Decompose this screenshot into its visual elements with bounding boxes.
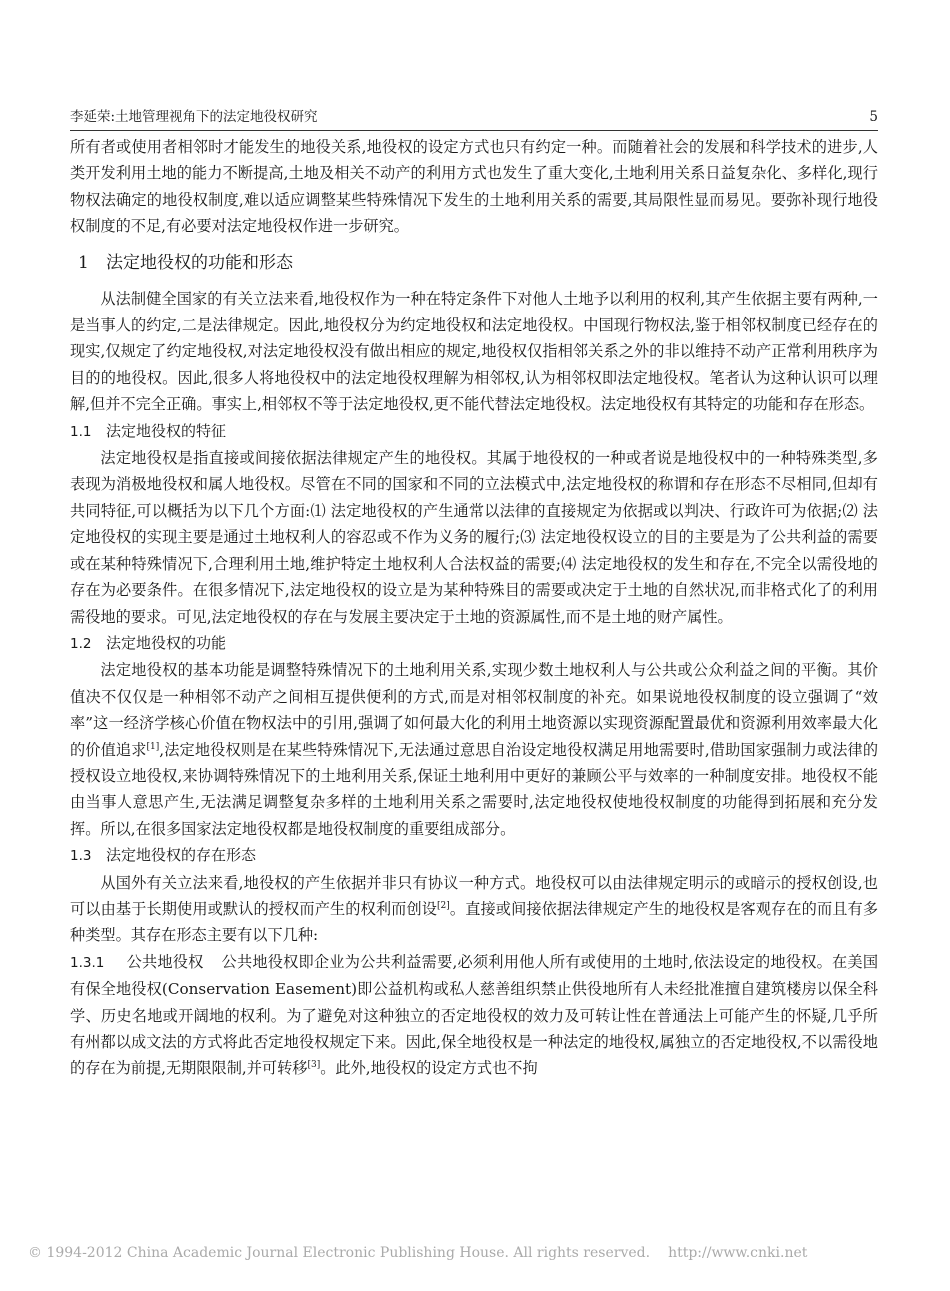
running-header xyxy=(70,106,878,128)
intro-paragraph: 所有者或使用者相邻时才能发生的地役关系,地役权的设定方式也只有约定一种。而随着社会的发展和科学技术的进步,人类开发利用土地的能力不断提高,土地及相关不动产的利用方式也发生了重大变化,土地利用关系日益复杂化、多样化,现行物权法确定的地役权制度,难以适应调整某些特殊情况下发生的土地利用关系的需要,其局限性显而易见。要弥补现行地役权制度的不足,有必要对法定地役权作进一步研究。 xyxy=(70,138,878,236)
section-1-title: 法定地役权的功能和形态 xyxy=(106,252,293,273)
section-1-3-text-b: 。直接或间接依据法律规定产生的地役权是客观存在的而且有多种类型。其存在形态主要有以下几种: xyxy=(70,899,879,945)
section-1-3-title: 法定地役权的存在形态 xyxy=(106,846,257,865)
section-1-2-number: 1.2 xyxy=(70,635,92,652)
section-1-3-1-title: 公共地役权 xyxy=(126,952,204,971)
section-1-3-1-paragraph xyxy=(70,949,878,1082)
header-rule xyxy=(70,130,878,131)
running-title: 李延荣:土地管理视角下的法定地役权研究 xyxy=(70,109,318,125)
copyright-footer xyxy=(28,1243,928,1263)
section-1-2-text-a: 法定地役权的基本功能是调整特殊情况下的土地利用关系,实现少数土地权利人与公共或公众利益之间的平衡。其价值决不仅仅是一种相邻不动产之间相互提供便利的方式,而是对相邻权制度的补充。如果说地役权制度的设立强调了“效率”这一经济学核心价值在物权法中的引用,强调了如何最大化的利用土地资源以实现资源配置最优和资源利用效率最大化的价值追求 xyxy=(70,661,878,759)
section-1-1-paragraph: 法定地役权是指直接或间接依据法律规定产生的地役权。其属于地役权的一种或者说是地役权中的一种特殊类型,多表现为消极地役权和属人地役权。尽管在不同的国家和不同的立法模式中,法定地役权的称谓和存在形态不尽相同,但却有共同特征,可以概括为以下几个方面:⑴ 法定地役权的产生通常以法律的直接规定为依据或以判决、行政许可为依据;⑵ 法定地役权的实现主要是通过土地权利人的容忍或不作为义务的履行;⑶ 法定地役权设立的目的主要是为了公共利益的需要或在某种特殊情况下,合理利用土地,维护特定土地权利人合法权益的需要;⑷ 法定地役权的发生和存在,不完全以需役地的存在为必要条件。在很多情况下,法定地役权的设立是为某种特殊目的需要或决定于土地的自然状况,而非格式化了的利用需役地的要求。可见,法定地役权的存在与发展主要决定于土地的资源属性,而不是土地的财产属性。 xyxy=(70,449,878,626)
section-1-3-text-a: 从国外有关立法来看,地役权的产生依据并非只有协议一种方式。地役权可以由法律规定明示的或暗示的授权创设,也可以由基于长期使用或默认的授权而产生的权利而创设 xyxy=(70,873,878,918)
section-1-3-heading xyxy=(70,842,878,869)
citation-ref-3[interactable]: [3] xyxy=(307,1060,321,1071)
section-1-3-paragraph xyxy=(70,870,878,949)
section-1-1-number: 1.1 xyxy=(70,423,92,440)
citation-ref-1[interactable]: [1] xyxy=(146,741,160,752)
footer-url-link[interactable]: http://www.cnki.net xyxy=(668,1245,808,1261)
section-1-3-1-text-a: 公共地役权即企业为公共利益需要,必须利用他人所有或使用的土地时,依法设定的地役权。在美国有保全地役权(Conservation Easement)即公益机构或私人慈善组织禁止供役地所有人未经批准擅自建筑楼房以保全科学、历史名地或开阔地的权利。为了避免对这种独立的否定地役权的效力及可转让性在普通法上可能产生的怀疑,几乎所有州都以成文法的方式将此否定地役权规定下来。因此,保全地役权是一种法定的地役权,属独立的否定地役权,不以需役地的存在为前提,无期限限制,并可转移 xyxy=(70,952,879,1078)
section-1-number: 1 xyxy=(78,252,89,273)
section-1-2-heading xyxy=(70,630,878,657)
section-1-3-1-text-b: 。此外,地役权的设定方式也不拘 xyxy=(320,1059,538,1078)
section-1-paragraph: 从法制健全国家的有关立法来看,地役权作为一种在特定条件下对他人土地予以利用的权利,其产生依据主要有两种,一是当事人的约定,二是法律规定。因此,地役权分为约定地役权和法定地役权。中国现行物权法,鉴于相邻权制度已经存在的现实,仅规定了约定地役权,对法定地役权没有做出相应的规定,地役权仅指相邻关系之外的非以维持不动产正常利用秩序为目的的地役权。因此,很多人将地役权中的法定地役权理解为相邻权,认为相邻权即法定地役权。笔者认为这种认识可以理解,但并不完全正确。事实上,相邻权不等于法定地役权,更不能代替法定地役权。法定地役权有其特定的功能和存在形态。 xyxy=(70,289,878,414)
article-body xyxy=(70,134,878,1082)
section-1-2-title: 法定地役权的功能 xyxy=(106,633,227,652)
citation-ref-2[interactable]: [2] xyxy=(437,900,450,911)
section-1-heading xyxy=(70,250,878,276)
section-1-2-paragraph xyxy=(70,657,878,842)
section-1-1-heading xyxy=(70,418,878,445)
page-number: 5 xyxy=(869,109,878,125)
copyright-text: © 1994-2012 China Academic Journal Electronic Publishing House. All rights reserved. xyxy=(28,1245,651,1261)
section-1-3-1-number: 1.3.1 xyxy=(70,954,105,971)
section-1-1-title: 法定地役权的特征 xyxy=(106,421,227,440)
section-1-2-text-b: ,法定地役权则是在某些特殊情况下,无法通过意思自治设定地役权满足用地需要时,借助国家强制力或法律的授权设立地役权,来协调特殊情况下的土地利用关系,保证土地利用中更好的兼顾公平与效率的一种制度安排。地役权不能由当事人意思产生,无法满足调整复杂多样的土地利用关系之需要时,法定地役权使地役权制度的功能得到拓展和充分发挥。所以,在很多国家法定地役权都是地役权制度的重要组成部分。 xyxy=(70,740,879,838)
section-1-3-number: 1.3 xyxy=(70,848,92,865)
